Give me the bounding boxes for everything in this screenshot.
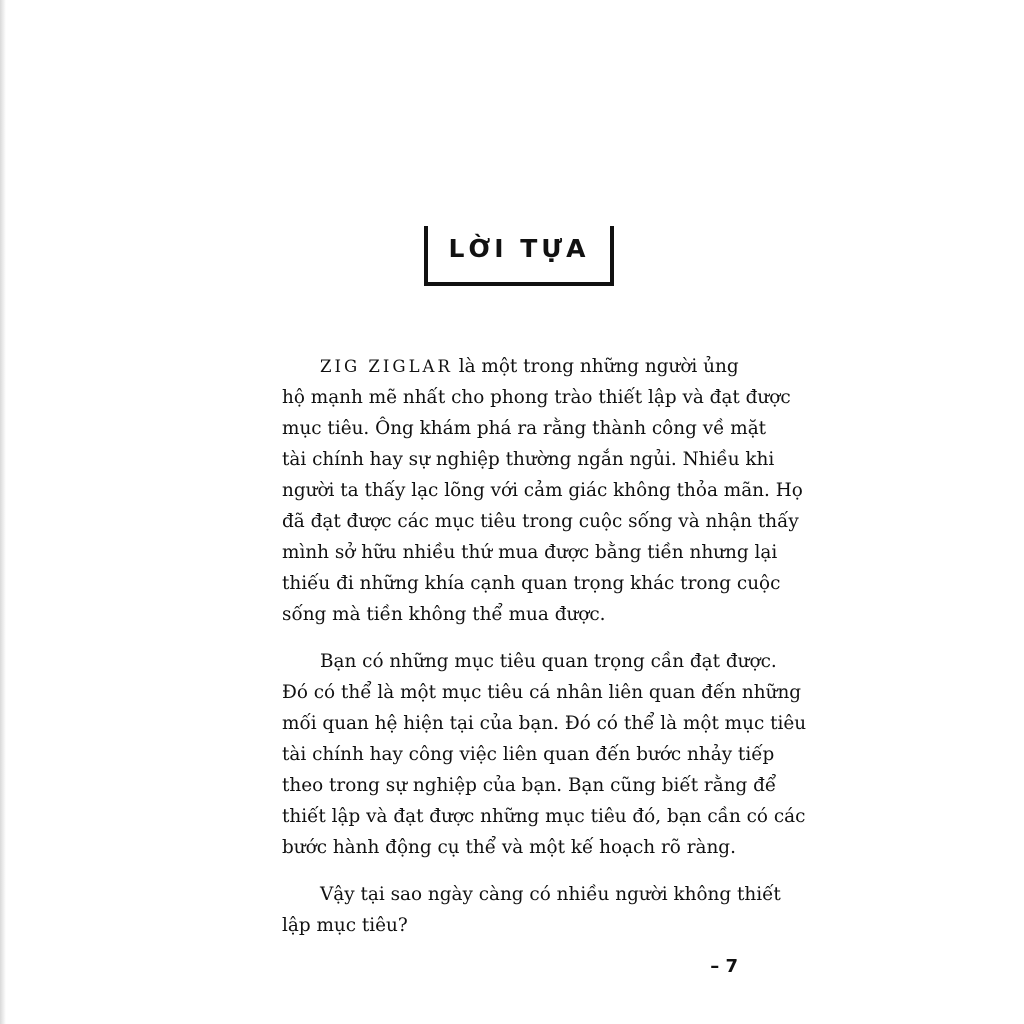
page-number: – 7 (710, 956, 738, 977)
paragraph-line: bước hành động cụ thể và một kế hoạch rõ ràng. (282, 837, 736, 858)
paragraph-line: mình sở hữu nhiều thứ mua được bằng tiền nhưng lại (282, 542, 778, 563)
paragraph-line: lập mục tiêu? (282, 915, 408, 936)
paragraph-line: tài chính hay công việc liên quan đến bước nhảy tiếp (282, 744, 775, 765)
paragraph-line: người ta thấy lạc lõng với cảm giác không thỏa mãn. Họ (282, 480, 803, 501)
paragraph-2 (282, 646, 807, 863)
paragraph-line: hộ mạnh mẽ nhất cho phong trào thiết lập và đạt được (282, 387, 791, 408)
paragraph-line: thiết lập và đạt được những mục tiêu đó, bạn cần có các (282, 806, 806, 827)
body-text (282, 351, 807, 957)
paragraph-line: tài chính hay sự nghiệp thường ngắn ngủi. Nhiều khi (282, 449, 775, 470)
paragraph-line (282, 351, 750, 382)
line-text: là một trong những người ủng (452, 356, 739, 377)
paragraph-line: theo trong sự nghiệp của bạn. Bạn cũng biết rằng để (282, 775, 777, 796)
chapter-title: LỜI TỰA (448, 234, 590, 263)
paragraph-line: mối quan hệ hiện tại của bạn. Đó có thể là một mục tiêu (282, 713, 807, 734)
paragraph-line: Đó có thể là một mục tiêu cá nhân liên quan đến những (282, 682, 802, 703)
paragraph-line: sống mà tiền không thể mua được. (282, 604, 606, 625)
paragraph-3 (282, 879, 781, 941)
paragraph-line: Vậy tại sao ngày càng có nhiều người không thiết (320, 884, 781, 905)
page-gutter-shadow (0, 0, 6, 1024)
author-name: ZIG ZIGLAR (320, 357, 453, 376)
paragraph-line: đã đạt được các mục tiêu trong cuộc sống và nhận thấy (282, 511, 799, 532)
chapter-title-frame (424, 226, 614, 286)
paragraph-1 (282, 351, 803, 630)
paragraph-line: Bạn có những mục tiêu quan trọng cần đạt được. (320, 651, 777, 672)
paragraph-line: mục tiêu. Ông khám phá ra rằng thành công về mặt (282, 418, 767, 439)
paragraph-line: thiếu đi những khía cạnh quan trọng khác trong cuộc (282, 573, 781, 594)
